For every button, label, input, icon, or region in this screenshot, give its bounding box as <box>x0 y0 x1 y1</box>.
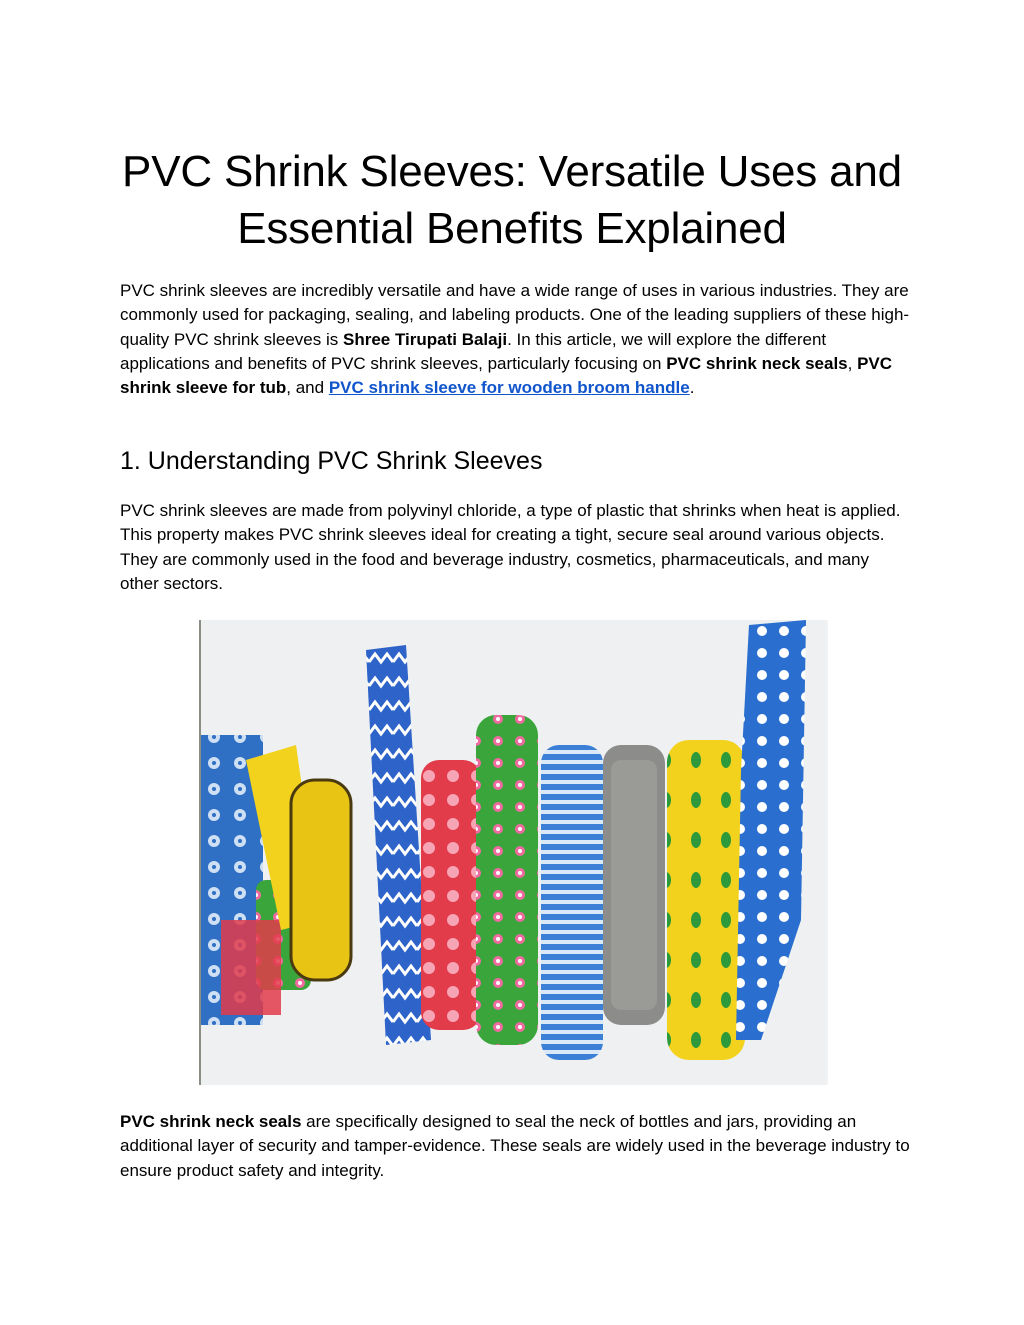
term-neck-seals: PVC shrink neck seals <box>666 353 848 373</box>
section-heading-understanding: 1. Understanding PVC Shrink Sleeves <box>120 447 543 475</box>
term-tub: PVC shrink sleeve for tub <box>120 353 893 398</box>
intro-separator-2: , and <box>286 378 329 398</box>
neck-seals-term: PVC shrink neck seals <box>120 1112 302 1131</box>
intro-text-1: PVC shrink sleeves are incredibly versatile and have a wide range of uses in various industries. They are commonly used for packaging, sealing, and labeling products. One of the leading suppliers of these high-quality PVC shrink sleeves is <box>120 281 910 349</box>
broom-handle-link[interactable]: PVC shrink sleeve for wooden broom handle <box>328 378 690 398</box>
intro-end: . <box>689 378 695 398</box>
company-name: Shree Tirupati Balaji <box>342 329 508 349</box>
intro-text-2: . In this article, we will explore the different applications and benefits of PVC shrink sleeves, particularly focusing on <box>120 329 827 373</box>
page-title: PVC Shrink Sleeves: Versatile Uses and Essential Benefits Explained <box>122 147 902 253</box>
neck-seals-paragraph <box>120 1110 910 1183</box>
shrink-sleeves-photo <box>199 620 828 1085</box>
intro-separator-1: , <box>847 353 858 373</box>
neck-seals-text: are specifically designed to seal the neck of bottles and jars, providing an additional layer of security and tamper-evidence. These seals are widely used in the beverage industry to ensure product safety and integrity. <box>120 1112 910 1180</box>
intro-paragraph <box>120 279 910 400</box>
understanding-paragraph: PVC shrink sleeves are made from polyvinyl chloride, a type of plastic that shrinks when heat is applied. This property makes PVC shrink sleeves ideal for creating a tight, secure seal around various objects. They are commonly used in the food and beverage industry, cosmetics, pharmaceuticals, and many other sectors. <box>120 501 901 593</box>
